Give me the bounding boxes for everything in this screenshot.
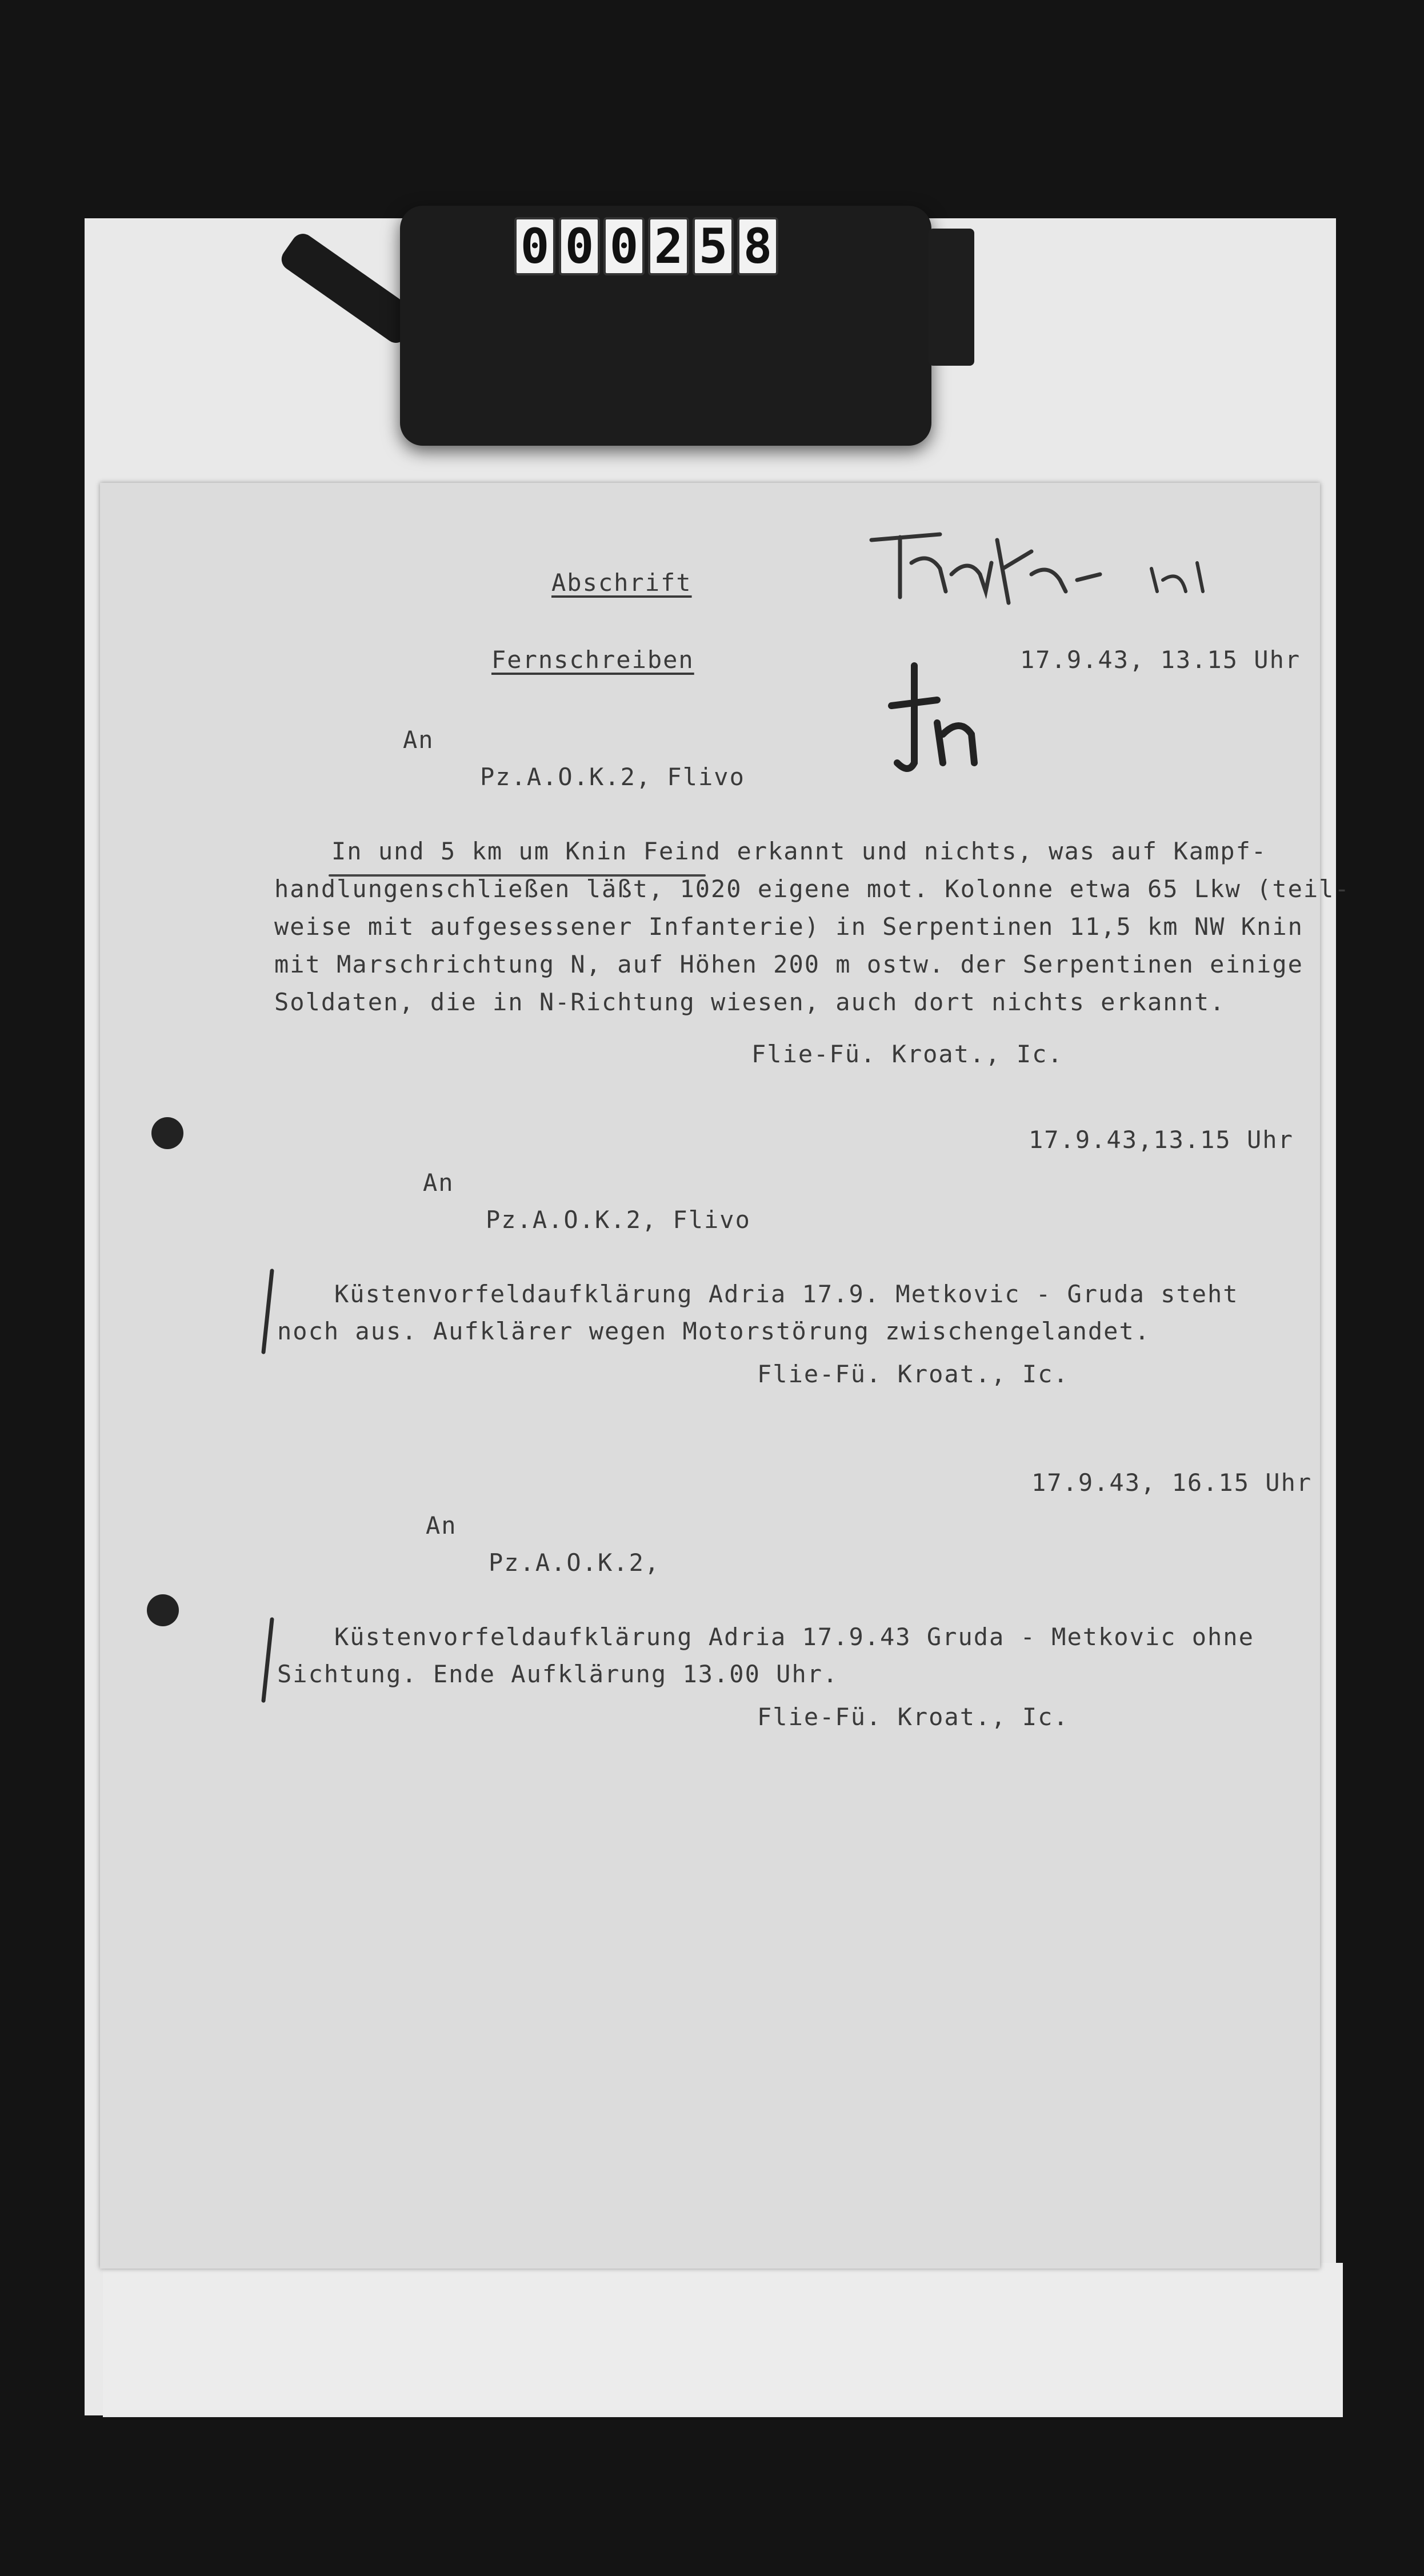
message-datetime: 17.9.43, 13.15 Uhr xyxy=(1020,646,1301,674)
counter-digit: 0 xyxy=(603,217,645,275)
counter-digit: 5 xyxy=(693,217,734,275)
message-to-label: An xyxy=(426,1511,457,1539)
counter-digit: 8 xyxy=(737,217,778,275)
message-recipient: Pz.A.O.K.2, Flivo xyxy=(480,763,745,791)
message-body-line: handlungenschließen läßt, 1020 eigene mot. Kolonne etwa 65 Lkw (teil- xyxy=(274,875,1350,903)
message-datetime: 17.9.43, 16.15 Uhr xyxy=(1031,1469,1313,1497)
message-signature: Flie-Fü. Kroat., Ic. xyxy=(751,1040,1063,1068)
message-body-line: Küstenvorfeldaufklärung Adria 17.9. Metkovic - Gruda steht xyxy=(334,1280,1239,1308)
backing-sheet-bottom xyxy=(103,2263,1343,2417)
message-body-line: In und 5 km um Knin Feind erkannt und nichts, was auf Kampf- xyxy=(331,837,1267,865)
message-recipient: Pz.A.O.K.2, xyxy=(489,1549,661,1577)
message-signature: Flie-Fü. Kroat., Ic. xyxy=(757,1360,1069,1388)
handwritten-annotation-icon xyxy=(860,517,1306,631)
message-body-line: Soldaten, die in N-Richtung wiesen, auch dort nichts erkannt. xyxy=(274,988,1226,1016)
message-datetime: 17.9.43,13.15 Uhr xyxy=(1029,1126,1294,1154)
message-to-label: An xyxy=(403,726,434,754)
document-subtitle: Fernschreiben xyxy=(491,646,694,674)
margin-mark xyxy=(261,1617,274,1703)
counter-digits xyxy=(514,217,778,275)
message-body-line: weise mit aufgesessener Infanterie) in Serpentinen 11,5 km NW Knin xyxy=(274,913,1303,941)
message-body-line: Küstenvorfeldaufklärung Adria 17.9.43 Gruda - Metkovic ohne xyxy=(334,1623,1254,1651)
message-recipient: Pz.A.O.K.2, Flivo xyxy=(486,1206,751,1234)
message-body-line: noch aus. Aufklärer wegen Motorstörung zwischengelandet. xyxy=(277,1317,1151,1345)
counter-knob xyxy=(929,229,974,366)
message-body-line: mit Marschrichtung N, auf Höhen 200 m ostw. der Serpentinen einige xyxy=(274,950,1303,978)
counter-digit: 2 xyxy=(648,217,689,275)
margin-mark xyxy=(261,1269,274,1354)
document-title: Abschrift xyxy=(551,569,692,597)
handwritten-initial-icon xyxy=(880,654,983,780)
document-page xyxy=(100,483,1350,2269)
punch-hole xyxy=(147,1594,179,1626)
counter-digit: 0 xyxy=(514,217,555,275)
counter-digit: 0 xyxy=(559,217,600,275)
punch-hole xyxy=(151,1117,183,1149)
message-body-line: Sichtung. Ende Aufklärung 13.00 Uhr. xyxy=(277,1660,839,1688)
message-signature: Flie-Fü. Kroat., Ic. xyxy=(757,1703,1069,1731)
message-to-label: An xyxy=(423,1169,454,1197)
